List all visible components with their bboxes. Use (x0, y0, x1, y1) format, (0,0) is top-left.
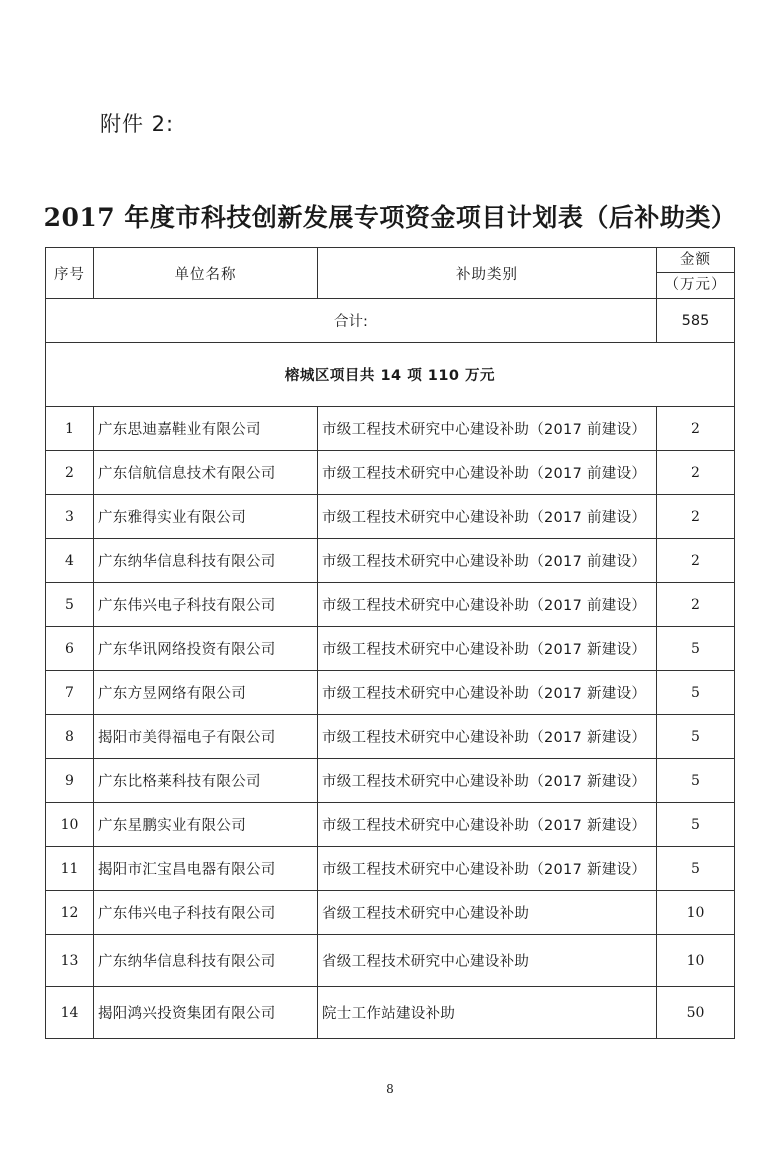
row-unit-name: 广东信航信息技术有限公司 (94, 451, 318, 495)
row-seq: 7 (46, 671, 94, 715)
table-header-row (46, 248, 735, 299)
document-title: 2017 年度市科技创新发展专项资金项目计划表（后补助类） (43, 203, 737, 232)
row-unit-name: 广东方昱网络有限公司 (94, 671, 318, 715)
row-subsidy-type: 市级工程技术研究中心建设补助（2017 新建设） (318, 847, 657, 891)
row-unit-name: 揭阳市汇宝昌电器有限公司 (94, 847, 318, 891)
row-seq: 14 (46, 987, 94, 1039)
table-row (46, 583, 735, 627)
row-seq: 5 (46, 583, 94, 627)
row-amount: 5 (657, 803, 735, 847)
row-unit-name: 广东思迪嘉鞋业有限公司 (94, 407, 318, 451)
row-amount: 5 (657, 759, 735, 803)
row-subsidy-type: 市级工程技术研究中心建设补助（2017 前建设） (318, 539, 657, 583)
page-number: 8 (386, 1082, 394, 1096)
row-amount: 2 (657, 539, 735, 583)
group-row (46, 343, 735, 407)
row-unit-name: 广东纳华信息科技有限公司 (94, 539, 318, 583)
table-row (46, 935, 735, 987)
table-row (46, 495, 735, 539)
row-seq: 3 (46, 495, 94, 539)
row-unit-name: 广东比格莱科技有限公司 (94, 759, 318, 803)
row-seq: 6 (46, 627, 94, 671)
row-amount: 2 (657, 451, 735, 495)
attachment-label: 附件 2: (100, 112, 175, 136)
row-amount: 2 (657, 407, 735, 451)
header-amount-label: 金额 (657, 248, 734, 273)
row-amount: 10 (657, 935, 735, 987)
table-row (46, 451, 735, 495)
row-amount: 5 (657, 627, 735, 671)
row-subsidy-type: 市级工程技术研究中心建设补助（2017 前建设） (318, 583, 657, 627)
row-subsidy-type: 市级工程技术研究中心建设补助（2017 新建设） (318, 627, 657, 671)
row-amount: 50 (657, 987, 735, 1039)
table-row (46, 987, 735, 1039)
header-name: 单位名称 (94, 248, 318, 299)
table-row (46, 847, 735, 891)
row-unit-name: 广东雅得实业有限公司 (94, 495, 318, 539)
row-unit-name: 广东星鹏实业有限公司 (94, 803, 318, 847)
row-seq: 2 (46, 451, 94, 495)
row-seq: 1 (46, 407, 94, 451)
row-seq: 9 (46, 759, 94, 803)
row-subsidy-type: 省级工程技术研究中心建设补助 (318, 891, 657, 935)
header-amount-unit: （万元） (664, 277, 727, 293)
table-row (46, 627, 735, 671)
table-row (46, 539, 735, 583)
header-seq: 序号 (46, 248, 94, 299)
row-amount: 5 (657, 715, 735, 759)
row-amount: 5 (657, 671, 735, 715)
row-unit-name: 广东伟兴电子科技有限公司 (94, 891, 318, 935)
total-label: 合计: (46, 299, 657, 343)
row-amount: 2 (657, 583, 735, 627)
row-seq: 4 (46, 539, 94, 583)
project-plan-table (45, 247, 735, 1039)
row-subsidy-type: 市级工程技术研究中心建设补助（2017 新建设） (318, 803, 657, 847)
row-unit-name: 广东纳华信息科技有限公司 (94, 935, 318, 987)
row-subsidy-type: 市级工程技术研究中心建设补助（2017 新建设） (318, 715, 657, 759)
row-unit-name: 广东伟兴电子科技有限公司 (94, 583, 318, 627)
header-amount (657, 248, 735, 299)
group-label: 榕城区项目共 14 项 110 万元 (46, 343, 735, 407)
total-row (46, 299, 735, 343)
table-row (46, 803, 735, 847)
row-seq: 11 (46, 847, 94, 891)
row-amount: 2 (657, 495, 735, 539)
row-subsidy-type: 院士工作站建设补助 (318, 987, 657, 1039)
row-subsidy-type: 市级工程技术研究中心建设补助（2017 前建设） (318, 495, 657, 539)
row-unit-name: 揭阳鸿兴投资集团有限公司 (94, 987, 318, 1039)
row-subsidy-type: 市级工程技术研究中心建设补助（2017 新建设） (318, 759, 657, 803)
row-seq: 8 (46, 715, 94, 759)
row-seq: 10 (46, 803, 94, 847)
row-subsidy-type: 省级工程技术研究中心建设补助 (318, 935, 657, 987)
row-seq: 13 (46, 935, 94, 987)
row-seq: 12 (46, 891, 94, 935)
total-value: 585 (657, 299, 735, 343)
table-row (46, 671, 735, 715)
row-subsidy-type: 市级工程技术研究中心建设补助（2017 前建设） (318, 451, 657, 495)
table-row (46, 759, 735, 803)
row-subsidy-type: 市级工程技术研究中心建设补助（2017 前建设） (318, 407, 657, 451)
table-row (46, 891, 735, 935)
row-unit-name: 揭阳市美得福电子有限公司 (94, 715, 318, 759)
table-row (46, 715, 735, 759)
header-type: 补助类别 (318, 248, 657, 299)
row-amount: 10 (657, 891, 735, 935)
table-row (46, 407, 735, 451)
row-subsidy-type: 市级工程技术研究中心建设补助（2017 新建设） (318, 671, 657, 715)
row-amount: 5 (657, 847, 735, 891)
row-unit-name: 广东华讯网络投资有限公司 (94, 627, 318, 671)
